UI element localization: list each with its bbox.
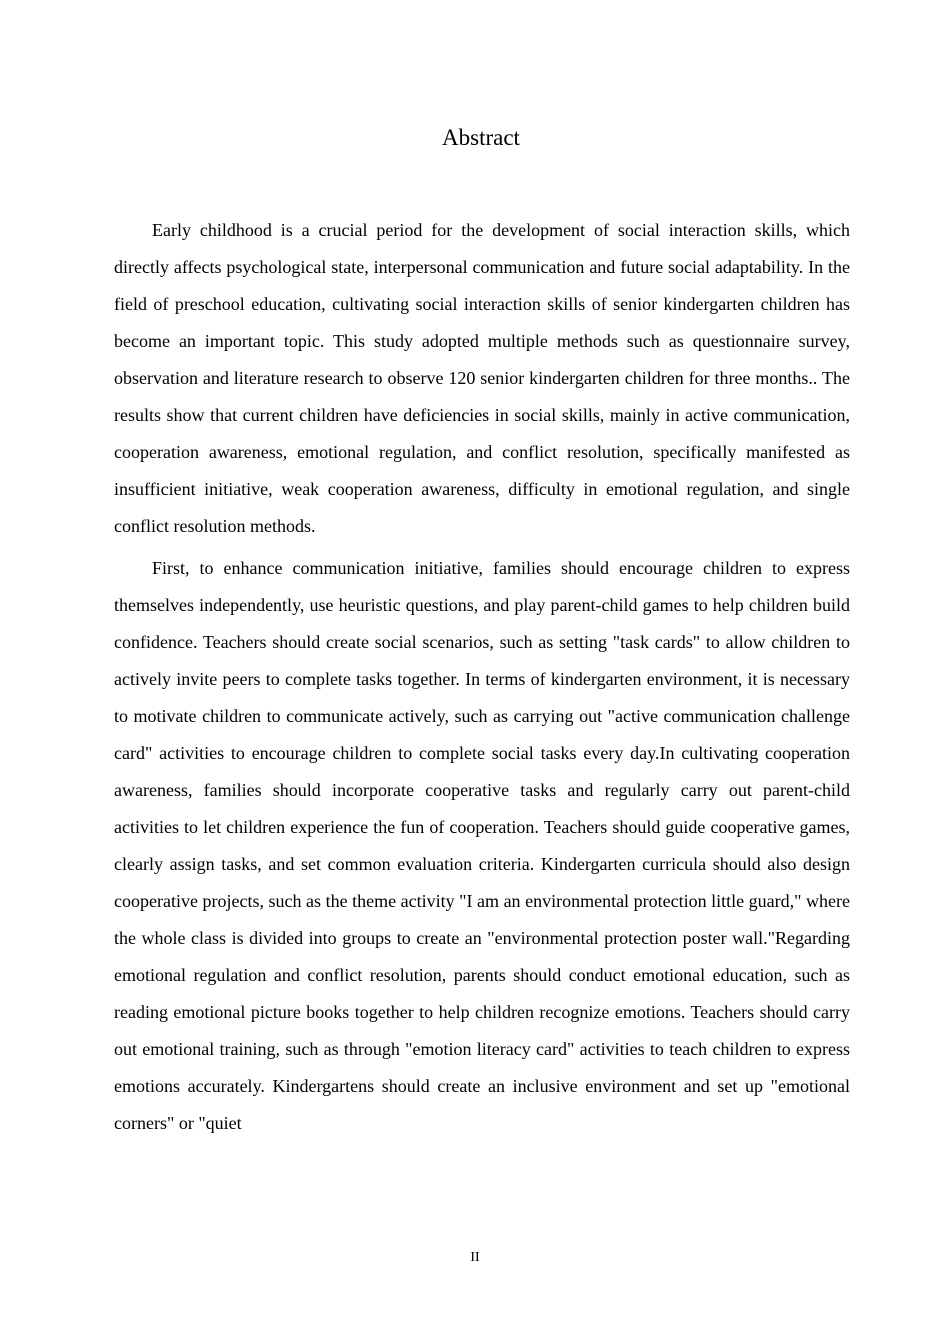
abstract-paragraph-1: Early childhood is a crucial period for the development of social interaction skills, which directly affects psychological state, interpersonal communication and future social adaptability. In the field of preschool education, cultivating social interaction skills of senior kindergarten children has become an important topic. This study adopted multiple methods such as questionnaire survey, observation and literature research to observe 120 senior kindergarten children for three months.. The results show that current children have deficiencies in social skills, mainly in active communication, cooperation awareness, emotional regulation, and conflict resolution, specifically manifested as insufficient initiative, weak cooperation awareness, difficulty in emotional regulation, and single conflict resolution methods. [114, 220, 850, 536]
page-number: II [470, 1250, 480, 1265]
abstract-paragraph-2: First, to enhance communication initiative, families should encourage children to express themselves independently, use heuristic questions, and play parent-child games to help children build confidence. Teachers should create social scenarios, such as setting "task cards" to allow children to actively invite peers to complete tasks together. In terms of kindergarten environment, it is necessary to motivate children to communicate actively, such as carrying out "active communication challenge card" activities to encourage children to complete social tasks every day.In cultivating cooperation awareness, families should incorporate cooperative tasks and regularly carry out parent-child activities to let children experience the fun of cooperation. Teachers should guide cooperative games, clearly assign tasks, and set common evaluation criteria. Kindergarten curricula should also design cooperative projects, such as the theme activity "I am an environmental protection little guard," where the whole class is divided into groups to create an "environmental protection poster wall."Regarding emotional regulation and conflict resolution, parents should conduct emotional education, such as reading emotional picture books together to help children recognize emotions. Teachers should carry out emotional training, such as through "emotion literacy card" activities to teach children to express emotions accurately. Kindergartens should create an inclusive environment and set up "emotional corners" or "quiet [114, 558, 850, 1133]
abstract-body [114, 212, 850, 1142]
page-title: Abstract [442, 125, 520, 150]
